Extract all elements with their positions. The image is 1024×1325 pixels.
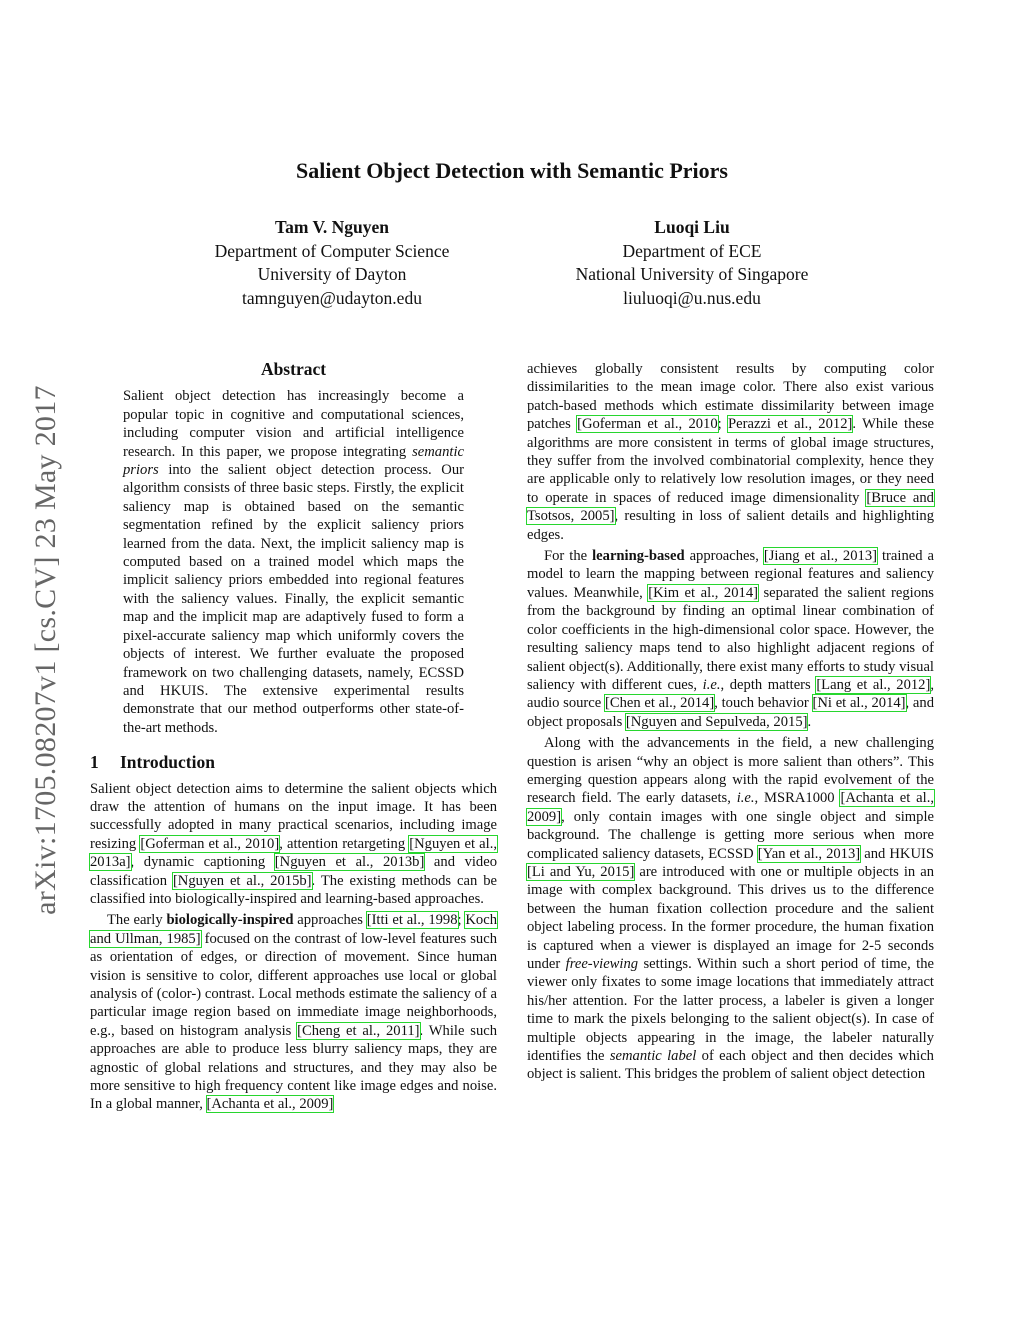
paragraph: achieves globally consistent results by computing color dissimilarities to the mean image color. There also exist various patch-based methods which estimate dissimilarity between image patches [Goferman et al., 2010; Perazzi et al., 2012]. While these algorithms are more consistent in terms of global image structures, they suffer from the involved combinatorial complexity, hence they are applicable only to relatively low resolution images, or they need to operate in spaces of reduced image dimensionality [Bruce and Tsotsos, 2005], resulting in loss of salient details and highlighting edges. [527,361,935,543]
paragraph: Along with the advancements in the field, a new challenging question is arisen “why an object is more salient than others”. This emerging question appears along with the rapid evolvement of the research field. The early datasets, i.e., MSRA1000 [Achanta et al., 2009], only contain images with one single object and simple background. The challenge is getting more serious when more complicated saliency datasets, ECSSD [Yan et al., 2013] and HKUIS [Li and Yu, 2015] are introduced with one or multiple objects in an image with complex background. This drives us to the difference between the human fixation collection procedure and the salient object labeling process. In the former procedure, the human fixation is captured when a viewer is displayed an image for 2-5 seconds under free-viewing settings. Within such a short period of time, the viewer only fixates to some image locations that immediately attract his/her attention. For the latter process, a labeler is given a longer time to mark the pixels belonging to the salient object(s). In case of multiple objects appearing in the image, the labeler naturally identifies the semantic label of each object and then decides which object is salient. This bridges the problem of salient object detection [527,735,934,1083]
citation-link[interactable]: [Achanta et al., 2009] [527,790,934,825]
author-block [512,216,872,310]
citation-link[interactable]: [Goferman et al., 2010 [577,416,718,433]
citation-link[interactable]: [Chen et al., 2014] [604,695,715,712]
paragraph: The early biologically-inspired approaches [Itti et al., 1998; Koch and Ullman, 1985] focused on the contrast of low-level features such as orientation of edges, or direction of movement. Since human vision is sensitive to color, different approaches use local or global analysis of (color-) contrast. Local methods estimate the saliency of a particular image region based on immediate image neighborhoods, e.g., based on histogram analysis [Cheng et al., 2011]. While such approaches are able to produce less blurry saliency maps, they are agnostic of global relations and structures, and they may also be more sensitive to high frequency content like image edges and noise. In a global manner, [Achanta et al., 2009] [90,912,498,1113]
abstract-text: Salient object detection has increasingly become a popular topic in cognitive and computational sciences, including computer vision and artificial intelligence research. In this paper, we propose integrating semantic priors into the salient object detection process. Our algorithm consists of three basic steps. Firstly, the explicit saliency map is obtained based on the semantic segmentation refined by the explicit saliency priors learned from the data. Next, the implicit saliency map is computed based on a trained model which maps the implicit saliency priors embedded into regional features with the saliency values. Finally, the explicit semantic map and the implicit map are adaptively fused to form a pixel-accurate saliency map which uniformly covers the objects of interest. We further evaluate the proposed framework on two challenging datasets, namely, ECSSD and HKUIS. The extensive experimental results demonstrate that our method outperforms other state-of-the-art methods. [123,388,464,736]
citation-link[interactable]: [Achanta et al., 2009] [206,1096,334,1113]
abstract-heading: Abstract [260,359,327,379]
right-column [527,360,934,1084]
citation-link[interactable]: [Nguyen et al., 2013b] [274,854,425,871]
citation-link[interactable]: [Cheng et al., 2011] [297,1022,420,1039]
citation-link[interactable]: [Itti et al., 1998 [366,912,458,929]
left-column [90,360,497,1114]
author-department: Department of ECE [622,240,762,261]
citation-link[interactable]: [Li and Yu, 2015] [527,863,635,880]
citation-link[interactable]: [Nguyen et al., 2013a] [90,835,497,871]
paper-title: Salient Object Detection with Semantic Priors [296,158,728,183]
arxiv-stamp: arXiv:1705.08207v1 [cs.CV] 23 May 2017 [29,385,62,915]
citation-link[interactable]: [Lang et al., 2012] [816,676,931,693]
citation-link[interactable]: Koch and Ullman, 1985] [90,912,497,947]
paragraph-continued-text: achieves globally consistent results by computing color dissimilarities to the mean image color. There also exist various patch-based methods which estimate dissimilarity between image patches [527,361,934,433]
citation-link[interactable]: [Nguyen et al., 2015b] [172,872,312,889]
author-email: liuluoqi@u.nus.edu [623,287,761,308]
citation-link[interactable]: [Jiang et al., 2013] [763,548,877,565]
citation-link[interactable]: [Nguyen and Sepulveda, 2015] [625,713,808,730]
citation-link[interactable]: [Ni et al., 2014] [812,695,906,712]
author-name: Luoqi Liu [654,217,730,237]
author-department: Department of Computer Science [214,240,450,261]
author-institution: National University of Singapore [575,264,809,284]
author-block [152,216,512,310]
citation-link[interactable]: [Kim et al., 2014] [648,584,758,601]
citation-link[interactable]: [Goferman et al., 2010] [140,835,280,852]
citation-link[interactable]: [Bruce and Tsotsos, 2005] [527,489,934,525]
author-email: tamnguyen@udayton.edu [242,287,422,308]
paragraph: For the learning-based approaches, [Jiang et al., 2013] trained a model to learn the mapping between regional features and saliency values. Meanwhile, [Kim et al., 2014] separated the salient regions from the background by finding an optimal linear combination of color coefficients in the high-dimensional color space. However, the resulting saliency maps tend to also highlight adjacent regions of salient object(s). Additionally, there exist many efforts to study visual saliency with different cues, i.e., depth matters [Lang et al., 2012], audio source [Chen et al., 2014], touch behavior [Ni et al., 2014], and object proposals [Nguyen and Sepulveda, 2015]. [527,548,934,730]
author-name: Tam V. Nguyen [275,217,389,237]
author-institution: University of Dayton [257,264,407,284]
paragraph: Salient object detection aims to determine the salient objects which draw the attention of humans on the input image. It has been successfully adopted in many practical scenarios, including image resizing [Goferman et al., 2010], attention retargeting [Nguyen et al., 2013a], dynamic captioning [Nguyen et al., 2013b] and video classification [Nguyen et al., 2015b]. The existing methods can be classified into biologically-inspired and learning-based approaches. [90,780,497,907]
section-heading: 1 Introduction [90,752,215,773]
citation-link[interactable]: [Yan et al., 2013] [757,845,861,862]
citation-link[interactable]: Perazzi et al., 2012] [728,416,853,433]
